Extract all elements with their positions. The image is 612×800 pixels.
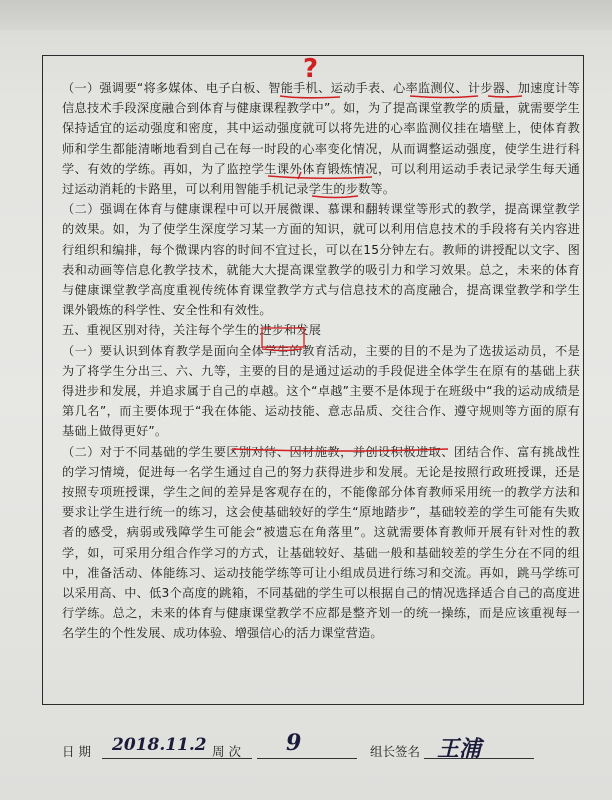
leader-signature-label: 组长签名 — [370, 744, 421, 759]
date-value: 2018.11.2 — [112, 735, 207, 755]
underline-phone-2 — [312, 196, 358, 198]
paragraph-2: （二）强调在体育与健康课程中可以开展微课、慕课和翻转课堂等形式的教学，提高课堂教学的效果。如，为了使学生深度学习某一方面的知识，就可以利用信息技术的手段将有关内容进行组织和编排，每个微课内容的时间不宜过长，可以在15分钟左右。教师的讲授配以文字、图表和动画等信息化教学技术，就能大大提高课堂教学的吸引力和学习效果。总之，未来的体育与健康课堂教学高度重视传统体育课堂教学方式与信息技术的高度融合，提高课堂教学和学生课外锻炼的科学性、安全性和有效性。 — [62, 202, 580, 318]
underline-smartphone — [280, 96, 340, 98]
underline-monitor — [268, 176, 372, 178]
underline-pedometer — [488, 96, 522, 97]
box-all-students — [262, 328, 304, 347]
footer — [62, 730, 582, 764]
underline-differentiated — [232, 449, 448, 451]
underline-heart-monitor — [410, 96, 478, 98]
week-value: 9 — [286, 730, 302, 756]
leader-signature: 王浦 — [437, 736, 482, 762]
week-label: 周 次 — [212, 744, 241, 759]
paragraph-1: （一）强调要“将多媒体、电子白板、智能手机、运动手表、心率监测仪、计步器、加速度计等信息技术手段深度融合到体育与健康课程教学中”。如，为了提高课堂教学的质量，就需要学生保持适宜的运动强度和密度，其中运动强度就可以将先进的心率监测仪挂在墙壁上，使体育教师和学生都能清晰地看到自己在每一时段的心率变化情况，从而调整运动强度，使学生进行科学、有效的学练。再如，为了监控学生课外体育锻炼情况，可以利用运动手表记录学生每天通过运动消耗的卡路里，可以利用智能手机记录学生的步数等。 — [62, 81, 580, 197]
date-label: 日 期 — [62, 744, 91, 759]
underline-student-progress — [262, 349, 302, 351]
question-mark-annotation: ? — [303, 54, 319, 84]
section-heading-5: 五、重视区别对待，关注每个学生的进步和发展 — [62, 323, 322, 338]
paragraph-3: （一）要认识到体育教学是面向全体学生的教育活动，主要的目的不是为了选拔运动员，不是为了将学生分出三、六、九等，主要的目的是通过运动的手段促进全体学生在原有的基础上获得进步和发展，并追求属于自己的卓越。这个“卓越”主要不是体现于在班级中“我的运动成绩是第几名”，而主要体现于“我在体能、运动技能、意志品质、交往合作、遵守规则等方面的原有基础上做得更好”。 — [62, 343, 580, 439]
week-line — [257, 758, 357, 759]
paragraph-4: （二）对于不同基础的学生要区别对待、因材施教，并创设积极进取、团结合作、富有挑战性的学习情境，促进每一名学生通过自己的努力获得进步和发展。无论是按照行政班授课，还是按照专项班授课，学生之间的差异是客观存在的，不能像部分体育教师采用统一的教学方法和要求让学生进行统一的练习，这会使基础较好的学生“原地踏步”，基础较差的学生可能有失败者的感受，病弱或残障学生可能会“被遗忘在角落里”。这就需要体育教师开展有针对性的教学，如，可采用分组合作学习的方式，让基础较好、基础一般和基础较差的学生分在不同的组中，准备活动、体能练习、运动技能学练等可让小组成员进行练习和交流。再如，跳马学练可以采用高、中、低3个高度的跳箱，不同基础的学生可以根据自己的情况选择适合自己的高度进行学练。总之，未来的体育与健康课堂教学不应都是整齐划一的统一操练，而是应该重视每一名学生的个性发展、成功体验、增强信心的活力课堂营造。 — [62, 444, 580, 641]
